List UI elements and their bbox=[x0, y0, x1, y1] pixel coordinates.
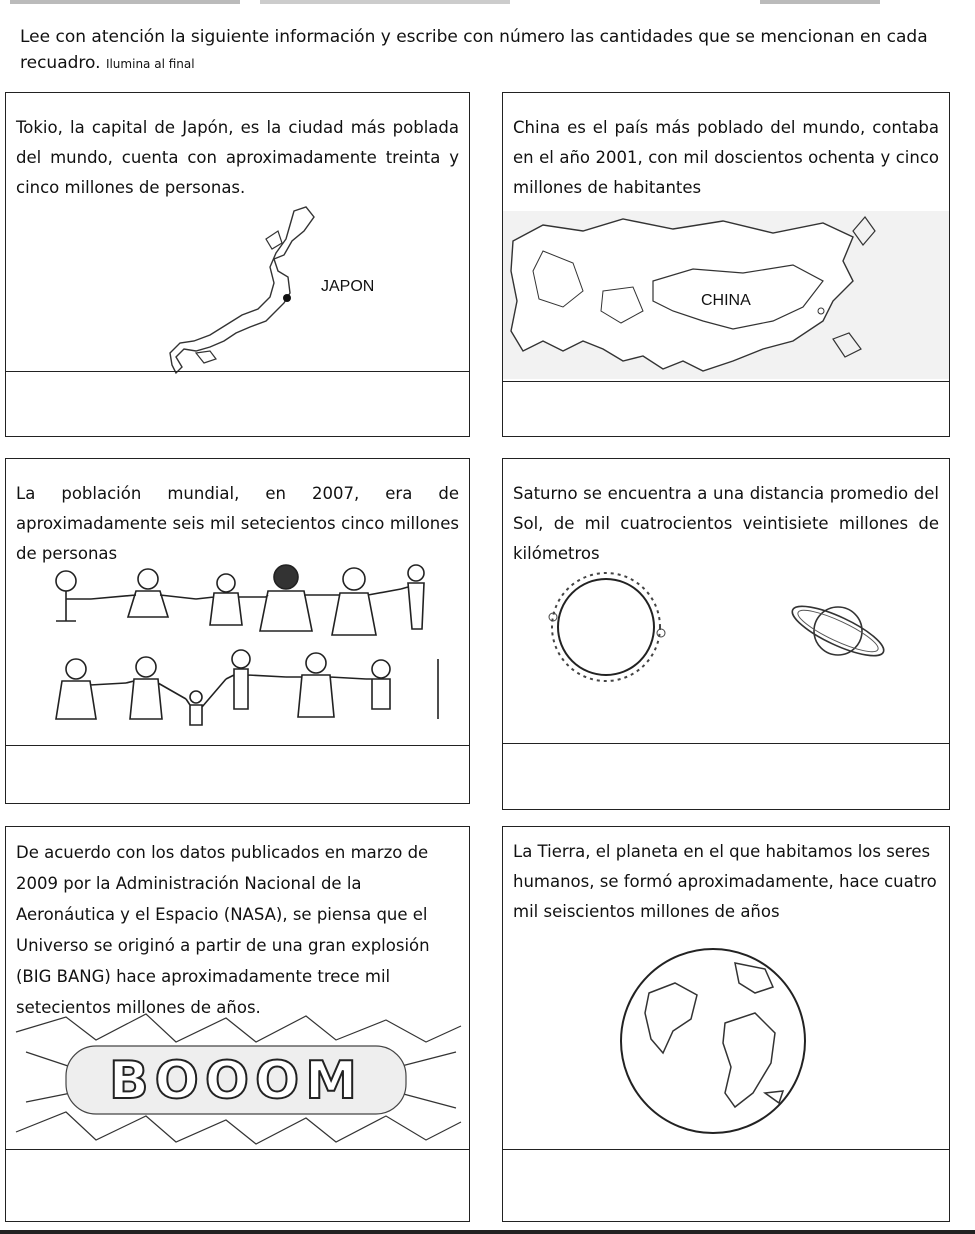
saturn-image bbox=[783, 591, 893, 671]
box-china bbox=[502, 92, 950, 437]
china-map-label: CHINA bbox=[701, 292, 751, 309]
boom-label: BOOOM bbox=[109, 1051, 363, 1111]
answer-line bbox=[6, 1149, 469, 1150]
cropped-header-line bbox=[0, 0, 975, 8]
earth-globe-image bbox=[615, 943, 811, 1139]
bottom-border bbox=[0, 1230, 975, 1234]
answer-line bbox=[503, 743, 949, 744]
box-tierra bbox=[502, 826, 950, 1222]
people-holding-hands-image bbox=[36, 559, 456, 749]
instructions bbox=[20, 24, 950, 77]
answer-area-poblacion[interactable] bbox=[6, 747, 469, 803]
instructions-note: Ilumina al final bbox=[105, 57, 195, 71]
china-map-image bbox=[503, 211, 950, 379]
instructions-text: Lee con atención la siguiente información y escribe con número las cantidades que se mencionan en cada recuadro. bbox=[20, 27, 928, 73]
box-poblacion-text: La población mundial, en 2007, era de aproximadamente seis mil setecientos cinco millones de personas bbox=[16, 484, 459, 563]
answer-line bbox=[6, 745, 469, 746]
box-big-bang-text: De acuerdo con los datos publicados en marzo de 2009 por la Administración Nacional de la Aeronáutica y el Espacio (NASA), se piensa que el Universo se originó a partir de una gran explosión (BIG BANG) hace aproximadamente trece mil setecientos millones de años. bbox=[16, 843, 430, 1017]
japan-map-label: JAPON bbox=[321, 278, 375, 295]
box-big-bang bbox=[5, 826, 470, 1222]
answer-line bbox=[503, 1149, 949, 1150]
answer-line bbox=[6, 371, 469, 372]
box-saturno-text: Saturno se encuentra a una distancia promedio del Sol, de mil cuatrocientos veintisiete millones de kilómetros bbox=[513, 484, 939, 563]
sun-image bbox=[543, 567, 673, 687]
japan-map-image bbox=[166, 203, 416, 378]
answer-line bbox=[503, 381, 949, 382]
box-saturno bbox=[502, 458, 950, 810]
box-poblacion bbox=[5, 458, 470, 804]
box-tokio bbox=[5, 92, 470, 437]
box-china-text: China es el país más poblado del mundo, contaba en el año 2001, con mil doscientos ochenta y cinco millones de habitantes bbox=[513, 118, 939, 197]
box-tierra-text: La Tierra, el planeta en el que habitamos los seres humanos, se formó aproximadamente, hace cuatro mil seiscientos millones de años bbox=[513, 842, 937, 921]
answer-area-tokio[interactable] bbox=[6, 373, 469, 436]
answer-area-china[interactable] bbox=[503, 383, 949, 436]
answer-area-tierra[interactable] bbox=[503, 1151, 949, 1221]
answer-area-saturno[interactable] bbox=[503, 745, 949, 809]
box-tokio-text: Tokio, la capital de Japón, es la ciudad más poblada del mundo, cuenta con aproximadamente treinta y cinco millones de personas. bbox=[16, 118, 459, 197]
answer-area-big-bang[interactable] bbox=[6, 1151, 469, 1221]
boom-explosion-image bbox=[6, 1012, 470, 1147]
